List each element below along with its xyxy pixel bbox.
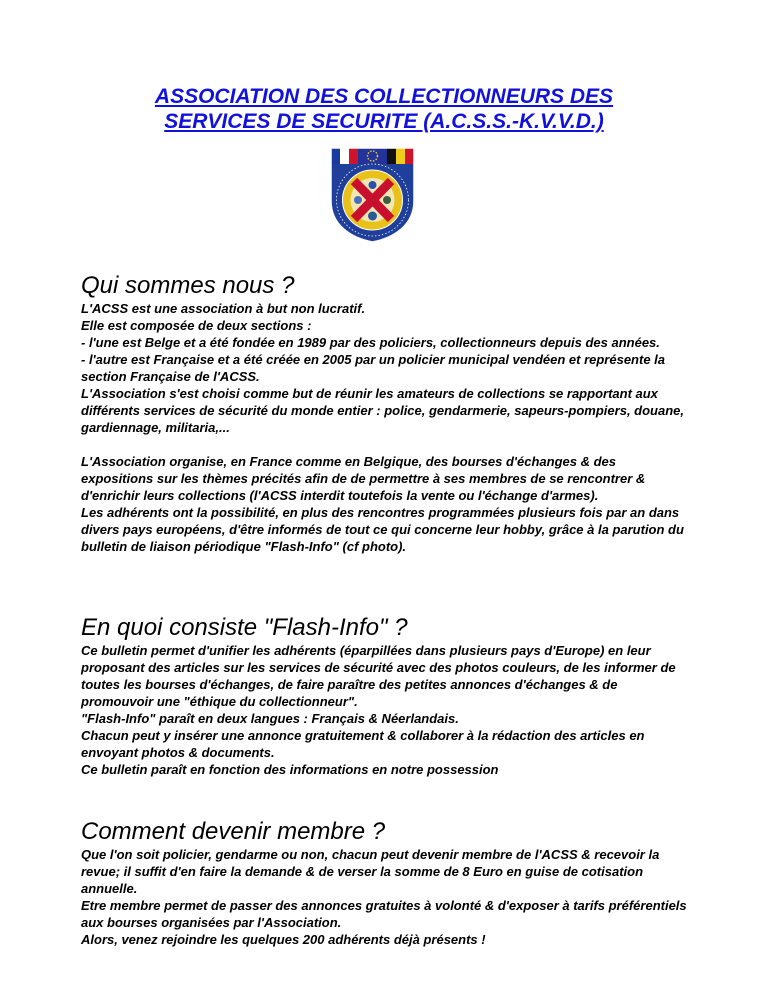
paragraph: L'Association organise, en France comme en Belgique, des bourses d'échanges & des expositions sur les thèmes précités afin de de permettre à ses membres de se rencontrer & d'enrichir leurs collections (l'ACSS interdit toutefois la vente ou l'échange d'armes).	[81, 454, 646, 503]
paragraph: L'ACSS est une association à but non lucratif.	[81, 301, 366, 316]
paragraph: Chacun peut y insérer une annonce gratuitement & collaborer à la rédaction des articles en envoyant photos & documents.	[81, 728, 645, 760]
document-title	[100, 84, 668, 134]
paragraph: Ce bulletin paraît en fonction des informations en notre possession	[81, 762, 499, 777]
section-heading: Qui sommes nous ?	[81, 272, 295, 299]
paragraph: - l'une est Belge et a été fondée en 1989 par des policiers, collectionneurs depuis des années.	[81, 335, 660, 350]
paragraph: Que l'on soit policier, gendarme ou non, chacun peut devenir membre de l'ACSS & recevoir la revue; il suffit d'en faire la demande & de verser la somme de 8 Euro en guise de cotisation annuelle.	[81, 847, 660, 896]
paragraph: Les adhérents ont la possibilité, en plus des rencontres programmées plusieurs fois par an dans divers pays européens, d'être informés de tout ce qui concerne leur hobby, grâce à la parution du bulletin de liaison périodique "Flash-Info" (cf photo).	[81, 505, 684, 554]
section-heading: En quoi consiste "Flash-Info" ?	[81, 614, 408, 641]
section-devenir-membre	[81, 818, 691, 948]
section-qui-sommes-nous	[81, 272, 691, 555]
paragraph: Elle est composée de deux sections :	[81, 318, 312, 333]
paragraph: L'Association s'est choisi comme but de réunir les amateurs de collections se rapportant aux différents services de sécurité du monde entier : police, gendarmerie, sapeurs-pompiers, douane, gardiennage, militaria,...	[81, 386, 685, 435]
paragraph-spacer	[81, 436, 691, 453]
title-line-2: SERVICES DE SECURITE (A.C.S.S.-K.V.V.D.)	[164, 110, 604, 133]
paragraph: "Flash-Info" paraît en deux langues : Français & Néerlandais.	[81, 711, 459, 726]
section-flash-info	[81, 614, 691, 778]
section-heading: Comment devenir membre ?	[81, 818, 386, 845]
title-line-1: ASSOCIATION DES COLLECTIONNEURS DES	[154, 85, 614, 108]
paragraph: Alors, venez rejoindre les quelques 200 adhérents déjà présents !	[81, 932, 486, 947]
paragraph: Etre membre permet de passer des annonces gratuites à volonté & d'exposer à tarifs préférentiels aux bourses organisées par l'Association.	[81, 898, 687, 930]
paragraph: Ce bulletin permet d'unifier les adhérents (éparpillées dans plusieurs pays d'Europe) en leur proposant des articles sur les services de sécurité avec des photos couleurs, de les informer de toutes les bourses d'échanges, de faire paraître des petites annonces d'échanges & de promouvoir une "éthique du collectionneur".	[81, 643, 676, 709]
acss-shield-emblem-icon	[328, 145, 417, 244]
paragraph: - l'autre est Française et a été créée en 2005 par un policier municipal vendéen et représente la section Française de l'ACSS.	[81, 352, 666, 384]
